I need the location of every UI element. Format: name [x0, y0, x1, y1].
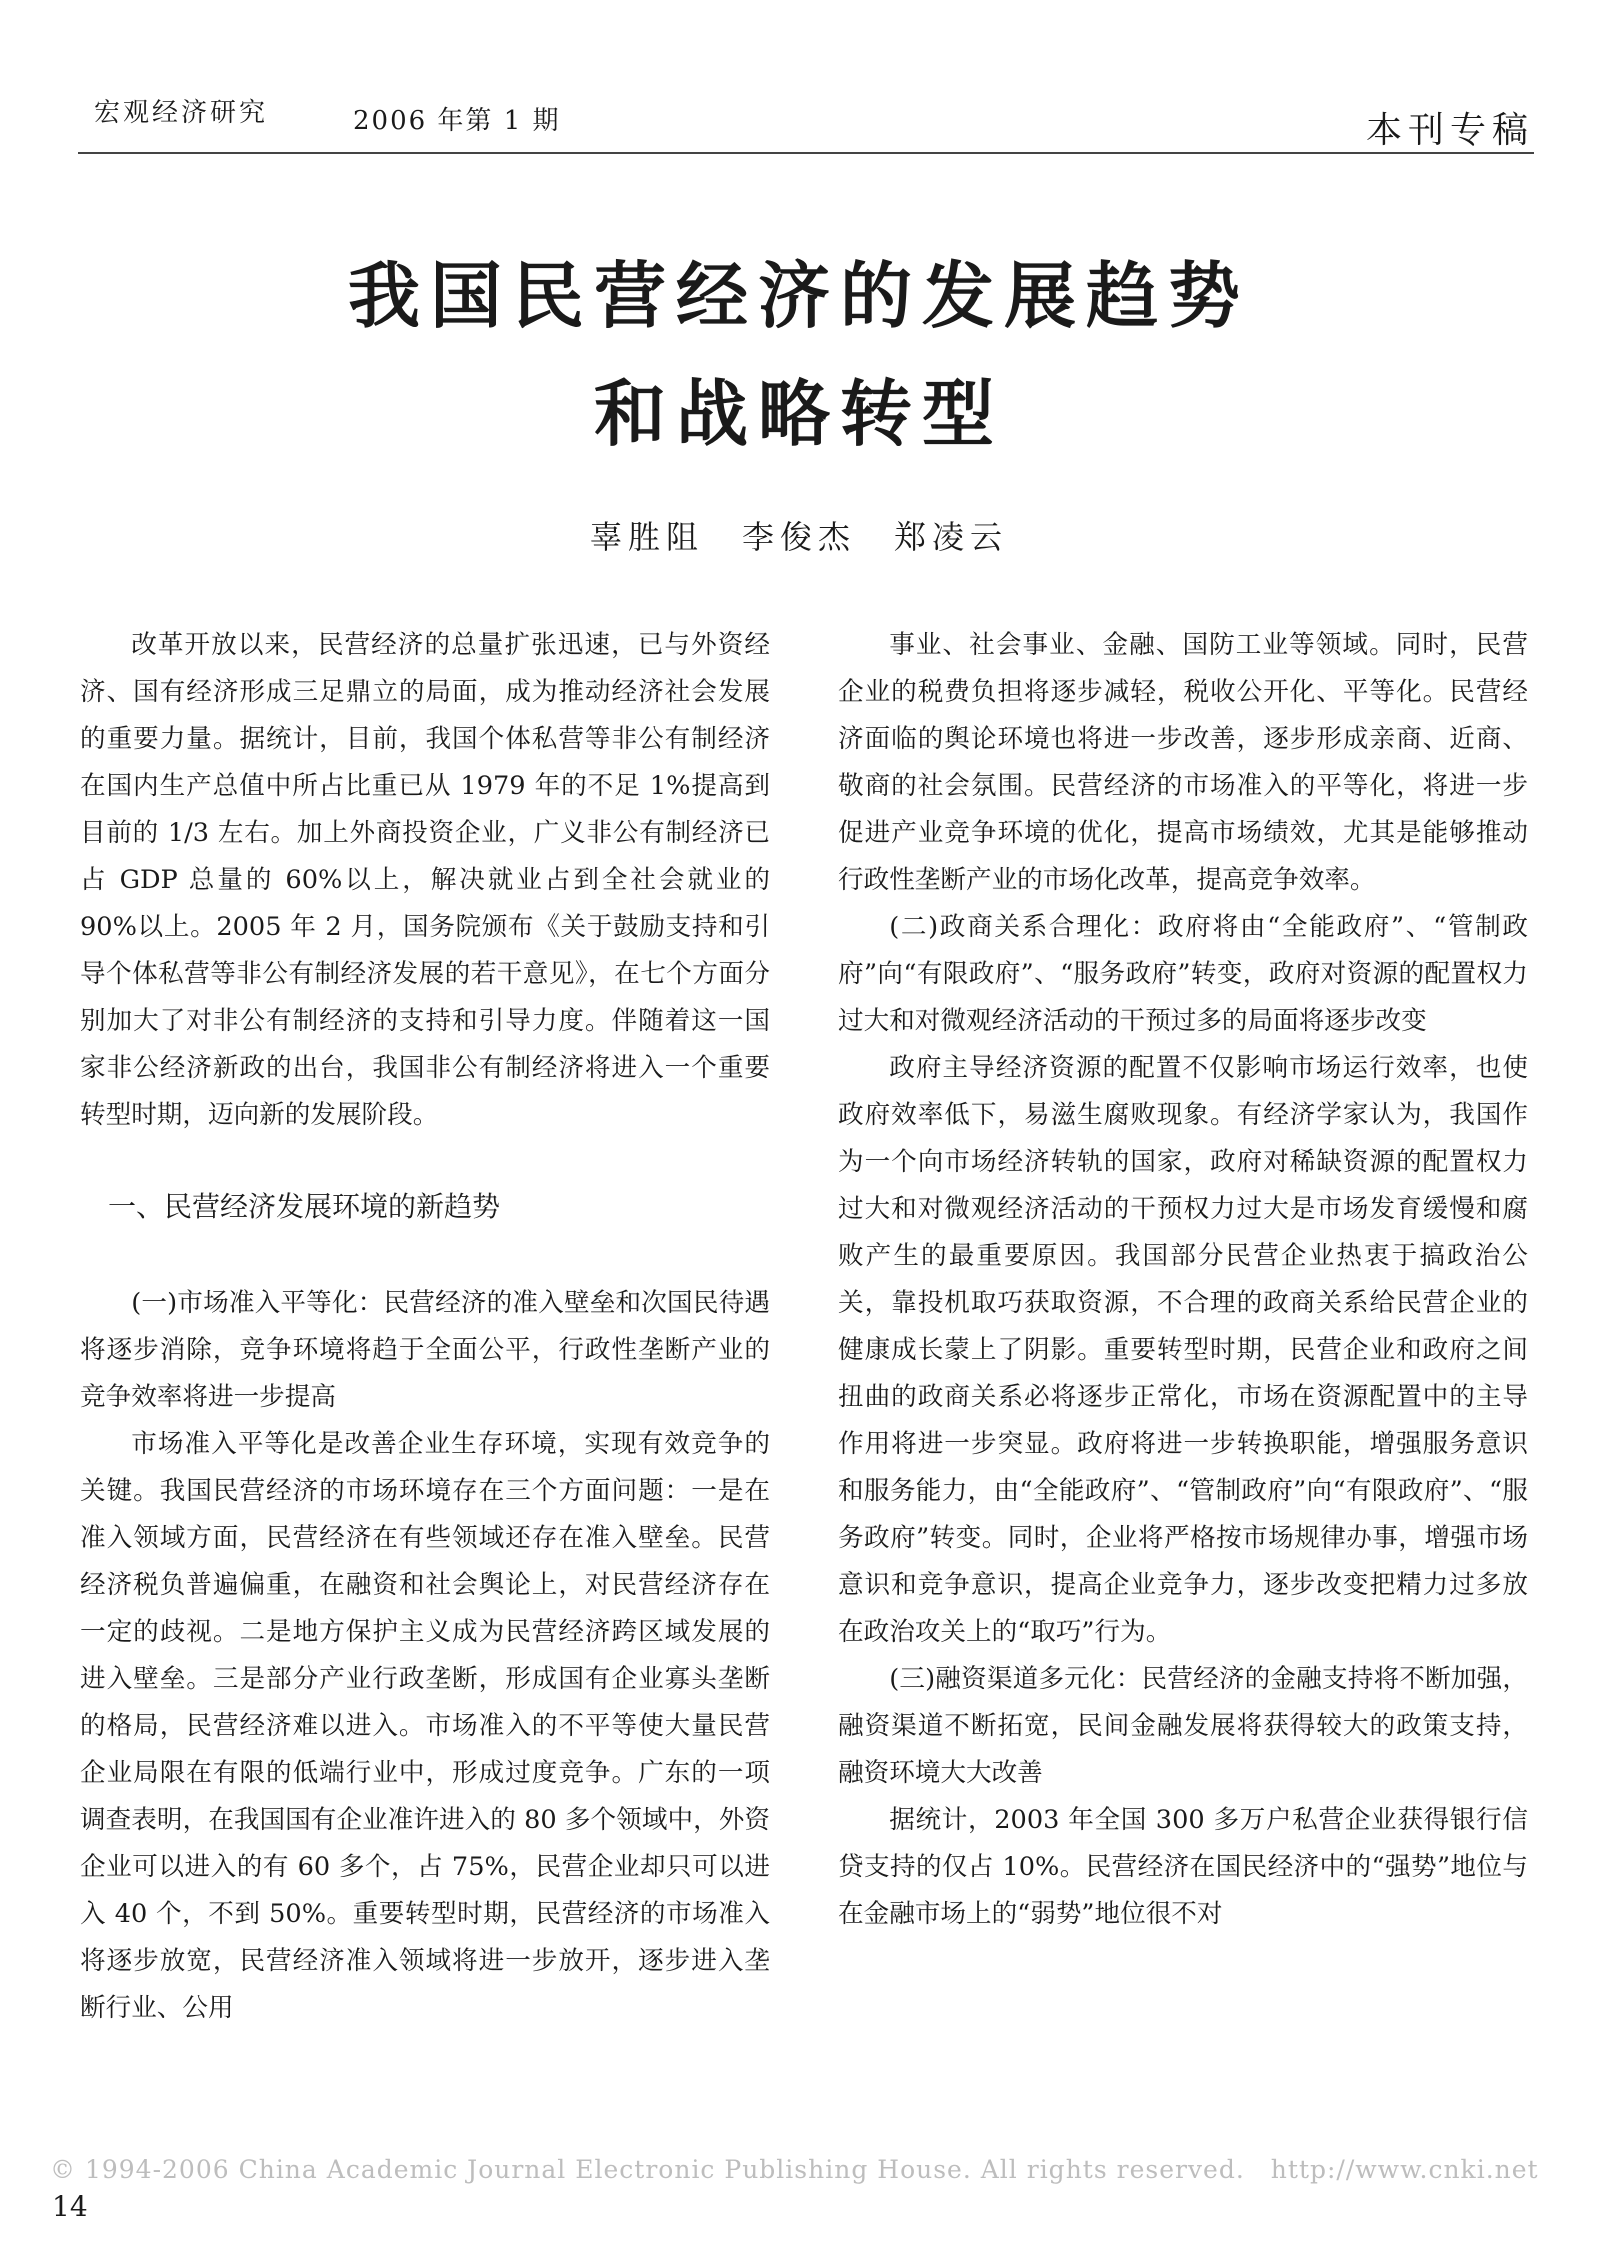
- copyright-watermark: © 1994-2006 China Academic Journal Electronic Publishing House. All rights reserved. http://www.cnki.net: [50, 2155, 1539, 2184]
- right-column: [838, 622, 1528, 2092]
- left-column: [80, 622, 770, 2092]
- body-paragraph: 政府主导经济资源的配置不仅影响市场运行效率，也使政府效率低下，易滋生腐败现象。有经济学家认为，我国作为一个向市场经济转轨的国家，政府对稀缺资源的配置权力过大和对微观经济活动的干预权力过大是市场发育缓慢和腐败产生的最重要原因。我国部分民营企业热衷于搞政治公关，靠投机取巧获取资源，不合理的政商关系给民营企业的健康成长蒙上了阴影。重要转型时期，民营企业和政府之间扭曲的政商关系必将逐步正常化，市场在资源配置中的主导作用将进一步突显。政府将进一步转换职能，增强服务意识和服务能力，由“全能政府”、“管制政府”向“有限政府”、“服务政府”转变。同时，企业将严格按市场规律办事，增强市场意识和竞争意识，提高企业竞争力，逐步改变把精力过多放在政治攻关上的“取巧”行为。: [838, 1053, 1528, 1647]
- body-paragraph: 事业、社会事业、金融、国防工业等领域。同时，民营企业的税费负担将逐步减轻，税收公开化、平等化。民营经济面临的舆论环境也将进一步改善，逐步形成亲商、近商、敬商的社会氛围。民营经济的市场准入的平等化，将进一步促进产业竞争环境的优化，提高市场绩效，尤其是能够推动行政性垄断产业的市场化改革，提高竞争效率。: [838, 630, 1528, 895]
- body-paragraph: 市场准入平等化是改善企业生存环境，实现有效竞争的关键。我国民营经济的市场环境存在三个方面问题：一是在准入领域方面，民营经济在有些领域还存在准入壁垒。民营经济税负普遍偏重，在融资和社会舆论上，对民营经济存在一定的歧视。二是地方保护主义成为民营经济跨区域发展的进入壁垒。三是部分产业行政垄断，形成国有企业寡头垄断的格局，民营经济难以进入。市场准入的不平等使大量民营企业局限在有限的低端行业中，形成过度竞争。广东的一项调查表明，在我国国有企业准许进入的 80 多个领域中，外资企业可以进入的有 60 多个，占 75%，民营企业却只可以进入 40 个，不到 50%。重要转型时期，民营经济的市场准入将逐步放宽，民营经济准入领域将进一步放开，逐步进入垄断行业、公用: [80, 1429, 770, 2023]
- article-title-line-1: 我国民营经济的发展趋势: [347, 253, 1250, 338]
- page-footer: [0, 2150, 1598, 2223]
- subsection-heading: (二)政商关系合理化：政府将由“全能政府”、“管制政府”向“有限政府”、“服务政府”转变，政府对资源的配置权力过大和对微观经济活动的干预过多的局面将逐步改变: [838, 912, 1528, 1036]
- intro-paragraph: 改革开放以来，民营经济的总量扩张迅速，已与外资经济、国有经济形成三足鼎立的局面，成为推动经济社会发展的重要力量。据统计，目前，我国个体私营等非公有制经济在国内生产总值中所占比重已从 1979 年的不足 1%提高到目前的 1/3 左右。加上外商投资企业，广义非公有制经济已占 GDP 总量的 60%以上，解决就业占到全社会就业的 90%以上。2005 年 2 月，国务院颁布《关于鼓励支持和引导个体私营等非公有制经济发展的若干意见》，在七个方面分别加大了对非公有制经济的支持和引导力度。伴随着这一国家非公经济新政的出台，我国非公有制经济将进入一个重要转型时期，迈向新的发展阶段。: [80, 630, 770, 1130]
- section-heading: 一、民营经济发展环境的新趋势: [108, 1190, 501, 1223]
- running-header: [78, 92, 1534, 154]
- author-list: 辜胜阻 李俊杰 郑凌云: [589, 518, 1008, 556]
- column-name: 本刊专稿: [1365, 110, 1534, 151]
- body-paragraph: 据统计，2003 年全国 300 多万户私营企业获得银行信贷支持的仅占 10%。民营经济在国民经济中的“强势”地位与在金融市场上的“弱势”地位很不对: [838, 1805, 1528, 1929]
- header-rule: [78, 152, 1534, 154]
- subsection-heading: (一)市场准入平等化：民营经济的准入壁垒和次国民待遇将逐步消除，竞争环境将趋于全面公平，行政性垄断产业的竞争效率将进一步提高: [80, 1288, 770, 1412]
- issue-number: 2006 年第 1 期: [353, 106, 561, 136]
- subsection-heading: (三)融资渠道多元化：民营经济的金融支持将不断加强，融资渠道不断拓宽，民间金融发展将获得较大的政策支持，融资环境大大改善: [838, 1664, 1528, 1788]
- page-number: 14: [52, 2190, 88, 2223]
- journal-name: 宏观经济研究: [94, 98, 269, 128]
- article-title-line-2: 和战略转型: [593, 371, 1004, 456]
